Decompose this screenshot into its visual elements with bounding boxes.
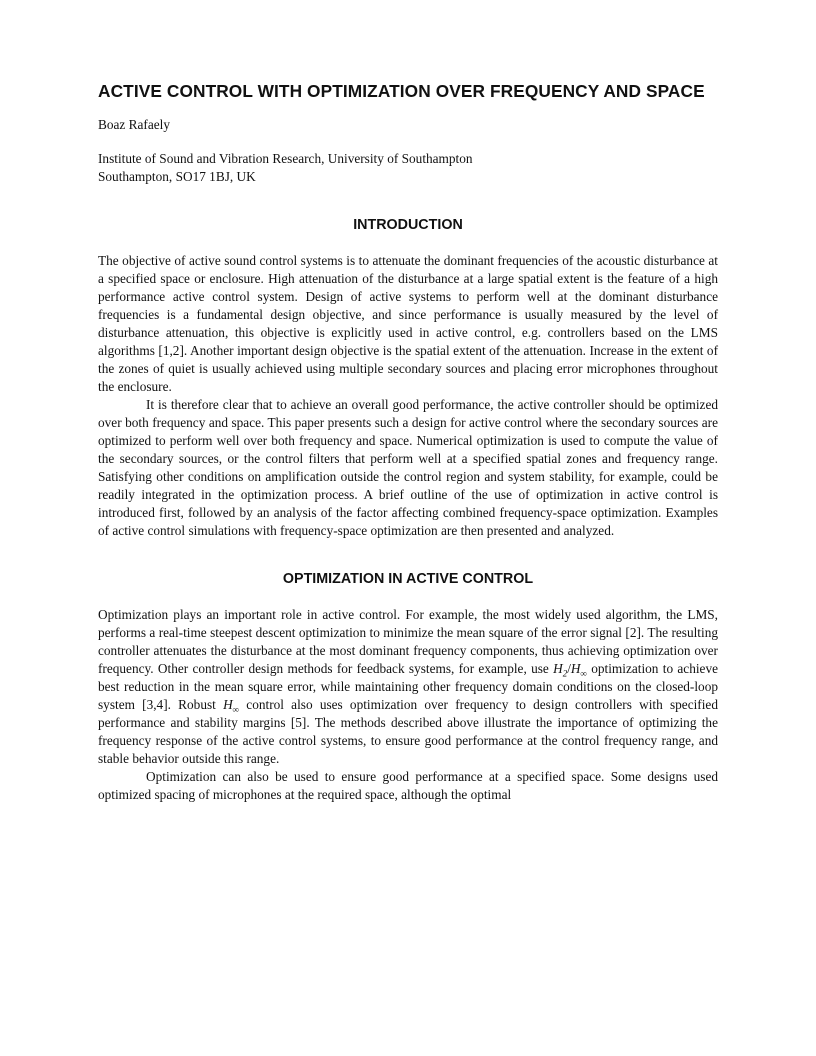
subscript-infinity: ∞ [232, 704, 240, 715]
optimization-text-b: optimization to achieve best reduction in the mean square error, while maintaining other frequency domain conditions on the closed-loop system [3,4]. Robust [98, 661, 718, 712]
paper-page [98, 80, 718, 804]
optimization-text-a: Optimization plays an important role in active control. For example, the most widely used algorithm, the LMS, performs a real-time steepest descent optimization to minimize the mean square of the error signal [2]. The resulting controller attenuates the disturbance at the most dominant frequency components, thus achieving optimization over frequency. Other controller design methods for feedback systems, for example, use [98, 607, 718, 676]
h2-symbol [553, 661, 568, 679]
hinf-symbol [570, 661, 587, 679]
subscript-infinity: ∞ [580, 668, 587, 679]
slash: / [567, 661, 571, 676]
optimization-text-c: control also uses optimization over frequency to design controllers with specified performance and stability margins [5]. The methods described above illustrate the importance of optimizing the frequency response of the active control systems, to ensure good performance at the control frequency range, and stable behavior outside this range. [98, 697, 718, 766]
h-letter: H [553, 661, 563, 676]
intro-paragraph-2: It is therefore clear that to achieve an overall good performance, the active controller should be optimized over both frequency and space. This paper presents such a design for active control where the secondary sources are optimized to perform well over both frequency and space. Numerical optimization is used to compute the value of the secondary sources, or the control filters that perform well at a specified spatial zones and frequency range. Satisfying other conditions on amplification outside the control region and system stability, for example, could be readily integrated in the optimization process. A brief outline of the use of optimization in active control is introduced first, followed by an analysis of the factor affecting combined frequency-space optimization. Examples of active control simulations with frequency-space optimization are then presented and analyzed. [98, 397, 718, 538]
paper-title: ACTIVE CONTROL WITH OPTIMIZATION OVER FREQUENCY AND SPACE [98, 81, 705, 101]
affiliation-line-2: Southampton, SO17 1BJ, UK [98, 169, 256, 184]
optimization-paragraph-1 [98, 606, 718, 768]
section-heading-introduction: INTRODUCTION [353, 217, 463, 233]
affiliation-line-1: Institute of Sound and Vibration Research, University of Southampton [98, 151, 473, 166]
intro-paragraph-1: The objective of active sound control systems is to attenuate the dominant frequencies of the acoustic disturbance at a specified space or enclosure. High attenuation of the disturbance at a large spatial extent is the feature of a high performance active control system. Design of active systems to perform well at the dominant disturbance frequencies is a fundamental design objective, and since performance is usually measured by the level of disturbance attenuation, this objective is explicitly used in active control, e.g. controllers based on the LMS algorithms [1,2]. Another important design objective is the spatial extent of the attenuation. Increase in the extent of the zones of quiet is usually achieved using multiple secondary sources and placing error microphones throughout the enclosure. [98, 253, 718, 394]
section-heading-optimization: OPTIMIZATION IN ACTIVE CONTROL [282, 571, 534, 587]
optimization-paragraph-2: Optimization can also be used to ensure good performance at a specified space. Some designs used optimized spacing of microphones at the required space, although the optimal [98, 769, 718, 802]
hinf-symbol-robust [223, 697, 240, 715]
subscript-2: 2 [562, 668, 568, 679]
affiliation [98, 150, 718, 186]
h-letter: H [570, 661, 581, 676]
author-name: Boaz Rafaely [98, 117, 170, 132]
h-letter: H [223, 697, 233, 712]
